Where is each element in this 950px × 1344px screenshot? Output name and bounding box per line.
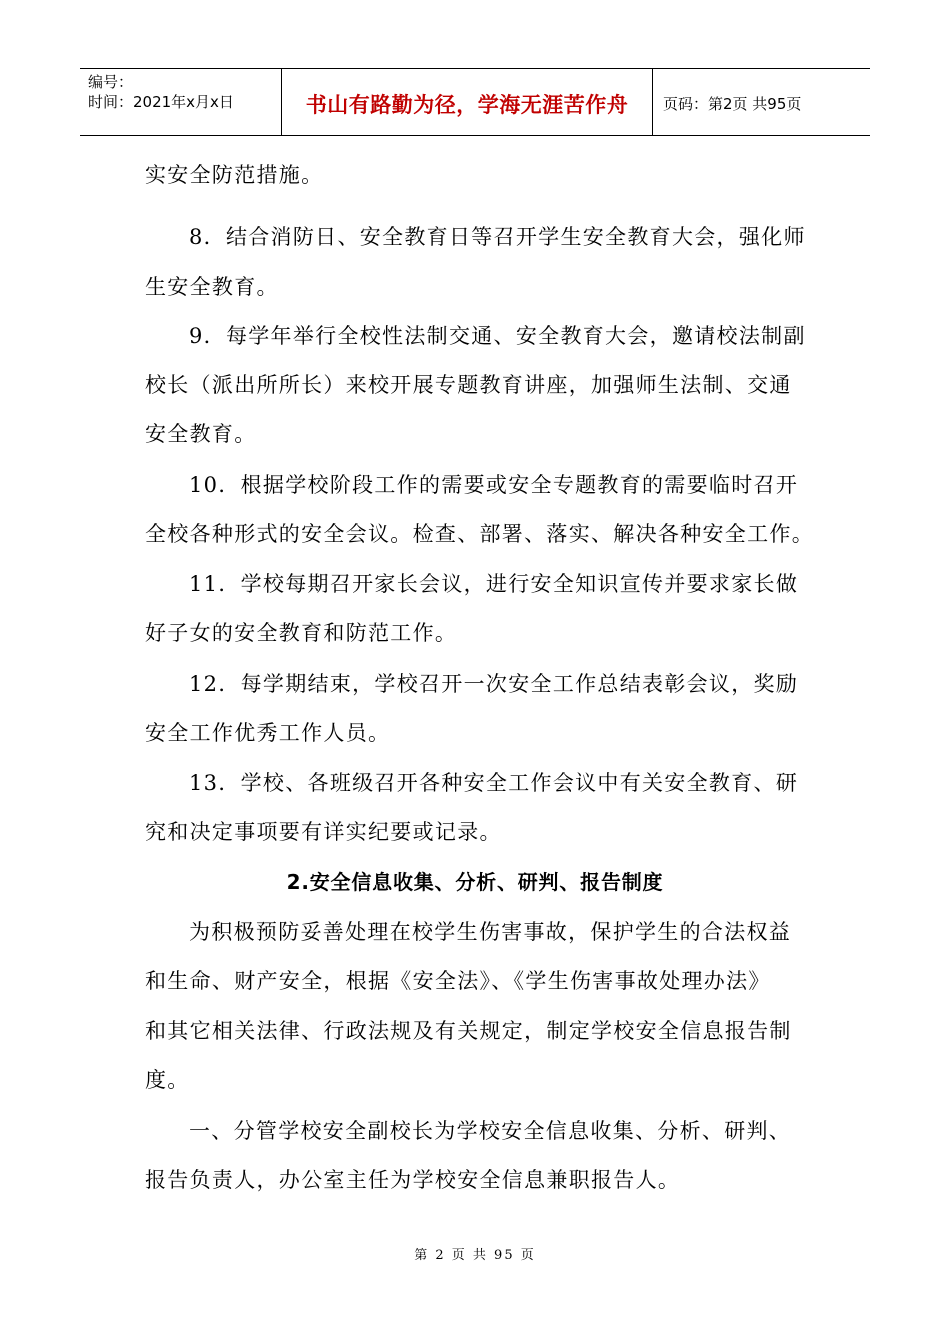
- body-line: 安全教育。: [145, 422, 257, 446]
- body-line: 校长（派出所所长）来校开展专题教育讲座，加强师生法制、交通: [145, 373, 792, 397]
- page-footer: 第 2 页 共 95 页: [414, 1248, 536, 1263]
- section-title: 2.安全信息收集、分析、研判、报告制度: [286, 870, 664, 894]
- header-page-info: 页码：第2页 共95页: [663, 94, 802, 113]
- body-line: 生安全教育。: [145, 275, 279, 299]
- body-line: 13．学校、各班级召开各种安全工作会议中有关安全教育、研: [189, 771, 799, 795]
- body-line: 全校各种形式的安全会议。检查、部署、落实、解决各种安全工作。: [145, 522, 814, 546]
- body-line: 一、分管学校安全副校长为学校安全信息收集、分析、研判、: [189, 1119, 792, 1143]
- body-line: 为积极预防妥善处理在校学生伤害事故，保护学生的合法权益: [189, 920, 792, 944]
- body-line: 8．结合消防日、安全教育日等召开学生安全教育大会，强化师: [189, 225, 806, 249]
- body-line: 12．每学期结束，学校召开一次安全工作总结表彰会议，奖励: [189, 672, 799, 696]
- body-line: 报告负责人，办公室主任为学校安全信息兼职报告人。: [145, 1168, 681, 1192]
- body-line: 10．根据学校阶段工作的需要或安全专题教育的需要临时召开: [189, 473, 799, 497]
- body-line: 和生命、财产安全，根据《安全法》、《学生伤害事故处理办法》: [145, 969, 771, 993]
- body-line: 好子女的安全教育和防范工作。: [145, 621, 458, 645]
- body-line: 度。: [145, 1068, 190, 1092]
- body-line: 究和决定事项要有详实纪要或记录。: [145, 820, 502, 844]
- body-line: 9．每学年举行全校性法制交通、安全教育大会，邀请校法制副: [189, 324, 806, 348]
- body-line: 和其它相关法律、行政法规及有关规定，制定学校安全信息报告制: [145, 1019, 792, 1043]
- body-line: 实安全防范措施。: [145, 163, 324, 187]
- header-left-cell: [80, 69, 282, 135]
- body-line: 安全工作优秀工作人员。: [145, 721, 391, 745]
- document-date: 时间：2021年x月x日: [88, 93, 234, 111]
- body-line: 11．学校每期召开家长会议，进行安全知识宣传并要求家长做: [189, 572, 799, 596]
- header-motto: 书山有路勤为径，学海无涯苦作舟: [282, 69, 653, 135]
- document-number-label: 编号：: [88, 73, 134, 91]
- document-header: [80, 68, 870, 136]
